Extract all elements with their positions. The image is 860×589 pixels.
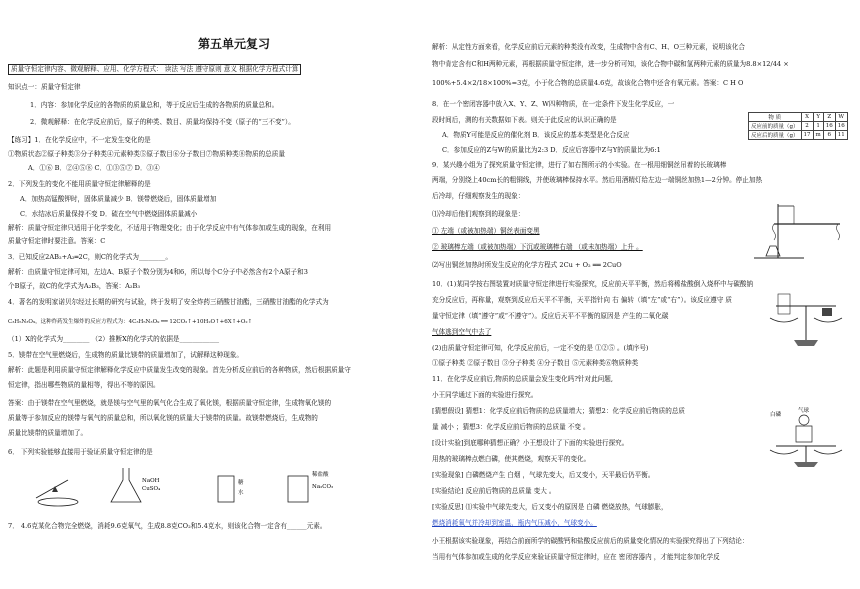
label-cuso4: CuSO₄ — [142, 486, 161, 492]
text-line: 1．内容：参加化学反应的各物质的质量总和，等于反应后生成的各物质的质量总和。 — [30, 101, 279, 109]
text-line: 两端，分别绕上40cm长的粗铜线，并使玻璃棒保持水平。然后用酒精灯给左边一端铜丝加热1—2分钟。停止加热 — [432, 176, 763, 184]
apparatus-b — [111, 468, 161, 502]
text-line: 小王同学通过下面的实验进行探究。 — [432, 391, 538, 399]
table-cell: 6 — [823, 131, 835, 140]
label-hcl: 稀盐酸 — [312, 472, 329, 478]
text-line: 物中肯定含有C和H两种元素，再根据质量守恒定律，进一步分析可知，该化合物中碳和氢两种元素的质量为8.8×12/44 × — [432, 60, 789, 68]
text-line: 100%+5.4×2/18×100%=3克，小于化合物的总质量4.6克，故该化合物中还含有氧元素。答案：C H O — [432, 79, 744, 87]
text-line: 2．微观解释：在化学反应前后，原子的种类、数目、质量均保持不变（原子的“三不变”）。 — [30, 118, 295, 126]
text-line: 用热的玻璃棒点燃白磷，使其燃烧，观察天平的变化。 — [432, 455, 591, 463]
text-line: [设计实验]到底哪种猜想正确？小王想设计了下面的实验进行探究。 — [432, 439, 629, 447]
q6-figures — [28, 462, 388, 510]
text-line: 【练习】1．在化学反应中，不一定发生变化的是 — [8, 136, 151, 144]
table-head: X — [801, 113, 813, 122]
label-naoh: NaOH — [142, 478, 160, 484]
text-line: 后冷却，仔细观察发生的现象： — [432, 192, 525, 200]
text-line: 2．下列发生的变化不能用质量守恒定律解释的是 — [8, 180, 151, 188]
text-line: 量守恒定律（填“遵守”或“不遵守”）。反应后天平不平衡的原因是 产生的二氧化碳 — [432, 312, 669, 320]
table-cell: 反应前的质量（g） — [749, 122, 802, 131]
table-cell: 16 — [835, 122, 847, 131]
text-line: 3．已知反应2AB₂+A₂═2C，则C的化学式为________。 — [8, 253, 172, 261]
text-line: 解析：质量守恒定律只适用于化学变化，不适用于物理变化；由于化学反应中有气体参加或生成的现象，在利用 — [8, 224, 332, 232]
text-line: [实验结论] 反应前后物质的总质量 变大 。 — [432, 487, 556, 495]
text-line: 解析：此题是利用质量守恒定律解释化学反应中质量发生改变的现象。首先分析反应前后的各种物质，然后根据质量守 — [8, 366, 351, 374]
text-line: [实验反思] ⑴实验中气球先变大，后又变小的原因是 白磷 燃烧放热，气球膨胀， — [432, 503, 668, 511]
apparatus-d — [288, 470, 333, 502]
q8-data-table — [748, 112, 848, 140]
label-na2co3: Na₂CO₃ — [312, 484, 334, 490]
table-cell: 17 — [801, 131, 813, 140]
text-line: 4．著名的发明家诺贝尔经过长期的研究与试验，终于发明了安全炸药三硝酸甘油酯，三硝酸甘油酯的化学式为 — [8, 298, 329, 306]
text-line: (2)由质量守恒定律可知，化学反应前后，一定不变的是 ①②⑤ 。(填序号) — [432, 344, 649, 352]
text-line: 小王根据该实验现象，再结合前面所学的碳酸钙和盐酸反应前后的质量变化情况的实验探究得出了下列结论： — [432, 537, 749, 545]
text-line: 段时间后，测的有关数据如下表。则关于此反应的认识正确的是 — [432, 116, 617, 124]
text-line: 8．在一个密闭容器中放入X、Y、Z、W四种物质，在一定条件下发生化学反应，一 — [432, 100, 675, 108]
text-line: 质量比镁带的质量增加了。 — [8, 429, 88, 437]
label-white-phosphorus: 白磷 — [770, 412, 782, 418]
text-line: 质量等于参加反应的镁带与氧气的质量总和，所以氧化镁的质量大于镁带的质量。故镁带燃烧后，生成物的 — [8, 414, 318, 422]
table-head: Y — [813, 113, 823, 122]
text-line: 解析：由质量守恒定律可知，左边A、B原子个数分别为4和6，所以每个C分子中必然含有2个A原子和3 — [8, 268, 308, 276]
text-line: 知识点一：质量守恒定律 — [8, 83, 81, 91]
table-cell: 反应后的质量（g） — [749, 131, 802, 140]
text-line: ①物质状态②原子种类③分子种类④元素种类⑤原子数目⑥分子数目⑦物质种类⑧物质的总质量 — [8, 150, 285, 158]
answer-line: 气体逃到空气中去了 — [432, 328, 492, 336]
text-line: ①原子种类 ②原子数目 ③分子种类 ④分子数目 ⑤元素种类⑥物质种类 — [432, 359, 639, 367]
choice-line: C．水结冰后质量保持不变 D．硫在空气中燃烧固体质量减小 — [20, 210, 198, 218]
text-line: 恒定律，指出哪些物质的量相等，得出不等的原因。 — [8, 381, 160, 389]
page-title: 第五单元复习 — [198, 37, 271, 51]
choice-line: A．物质Y可能是反应的催化剂 B．该反应的基本类型是化合反应 — [442, 131, 630, 139]
table-cell: 11 — [835, 131, 847, 140]
text-line: 11．在化学反应前后,物质的总质量会发生变化吗?针对此问题, — [432, 375, 613, 383]
text-line: 7． 4.6克某化合物完全燃烧，消耗9.6克氧气，生成8.8克CO₂和5.4克水，则该化合物一定含有______元素。 — [8, 522, 327, 530]
text-line: 当用有气体参加或生成的化学反应来验证质量守恒定律时，应在 密闭容器内 ，才能判定参加化学反 — [432, 553, 720, 561]
text-line: [猜想假设] 猜想1：化学反应前后物质的总质量增大；猜想2：化学反应前后物质的总质 — [432, 407, 686, 415]
text-line: 个B原子，故C的化学式为A₂B₃，答案：A₂B₃ — [8, 282, 140, 290]
table-head: Z — [823, 113, 835, 122]
table-head: W — [835, 113, 847, 122]
text-line: 9．某兴趣小组为了探究质量守恒定律，进行了如右图所示的小实验。在一根用细铜丝吊着的长玻璃棒 — [432, 161, 727, 169]
table-cell: 2 — [801, 122, 813, 131]
q9-apparatus — [744, 198, 844, 262]
table-cell: 1 — [813, 122, 823, 131]
text-line: 质量守恒定律时要注意。答案：C — [8, 237, 106, 245]
text-line: 5．镁带在空气里燃烧后，生成物的质量比镁带的质量增加了，试解释这种现象。 — [8, 351, 243, 359]
choice-line: A．加热高锰酸钾时，固体质量减少 B．镁带燃烧后，固体质量增加 — [20, 195, 217, 203]
label-water: 水 — [238, 490, 244, 496]
answer-line: ② 玻璃棒左端（或被加热端）下沉或玻璃棒右端 （或未加热端）上升 。 — [432, 243, 643, 251]
answer-line: 燃烧消耗氧气并冷却到室温，瓶内气压减小，气球变小。 — [432, 519, 597, 527]
summary-box-line: 质量守恒定律内容、微观解释、应用、化学方程式： 读法 写法 遵守原则 意义 根据化学方程式计算 — [8, 64, 301, 75]
table-cell: 16 — [823, 122, 835, 131]
label-balloon: 气球 — [798, 408, 810, 414]
table-head: 物 质 — [749, 113, 802, 122]
text-line: （1）X的化学式为________ （2）推断X的化学式的依据是____________ — [8, 335, 220, 343]
text-line: 10．(1)某同学按右图装置对质量守恒定律进行实验探究，反应前天平平衡，然后将稀盐酸倒入烧杯中与碳酸钠 — [432, 280, 754, 288]
table-cell: m — [813, 131, 823, 140]
text-line: ⑴冷却后他们观察到的现象是： — [432, 210, 525, 218]
q11-balance-figure — [768, 404, 844, 468]
choice-line: C．参加反应的Z与W的质量比为2:3 D．反应后容器中Z与Y的质量比为6:1 — [442, 146, 661, 154]
choice-line: A．①⑥ B．②④⑤⑧ C．①③⑤⑦ D．③④ — [28, 164, 160, 172]
text-line: 解析：从定性方面来看，化学反应前后元素的种类没有改变，生成物中含有C、H、O三种元素，说明该化合 — [432, 43, 745, 51]
label-sugar: 糖 — [238, 480, 244, 486]
answer-line: ① 左端（或被加热端）铜丝表面变黑 — [432, 227, 540, 235]
text-line: 充分反应后，再称量，观察到反应后天平不平衡，天平指针向 右 偏转（填“左”或“右”）。该反应遵守 质 — [432, 296, 733, 304]
text-line: 答案：由于镁带在空气里燃烧，就是镁与空气里的氧气化合生成了氧化镁，根据质量守恒定律，生成物氧化镁的 — [8, 399, 332, 407]
text-line: [实验现象] 白磷燃烧产生 白烟 ，气球先变大，后又变小，天平最后仍平衡。 — [432, 471, 655, 479]
apparatus-a — [36, 480, 78, 506]
apparatus-c — [218, 476, 244, 502]
q10-balance-figure — [768, 288, 844, 348]
text-line: ⑵写出铜丝加热时所发生反应的化学方程式 2Cu + O₂ ══ 2CuO — [432, 261, 622, 269]
text-line: 6． 下列实验能够直接用于验证质量守恒定律的是 — [8, 448, 153, 456]
text-line: C₃H₅N₃O₉，这种炸药发生爆炸的反应方程式为：4C₃H₅N₃O₉ ══ 12CO₂↑+10H₂O↑+6X↑+O₂↑ — [8, 319, 253, 325]
text-line: 量 减小 ；猜想3：化学反应前后物质的总质量 不变 。 — [432, 423, 590, 431]
